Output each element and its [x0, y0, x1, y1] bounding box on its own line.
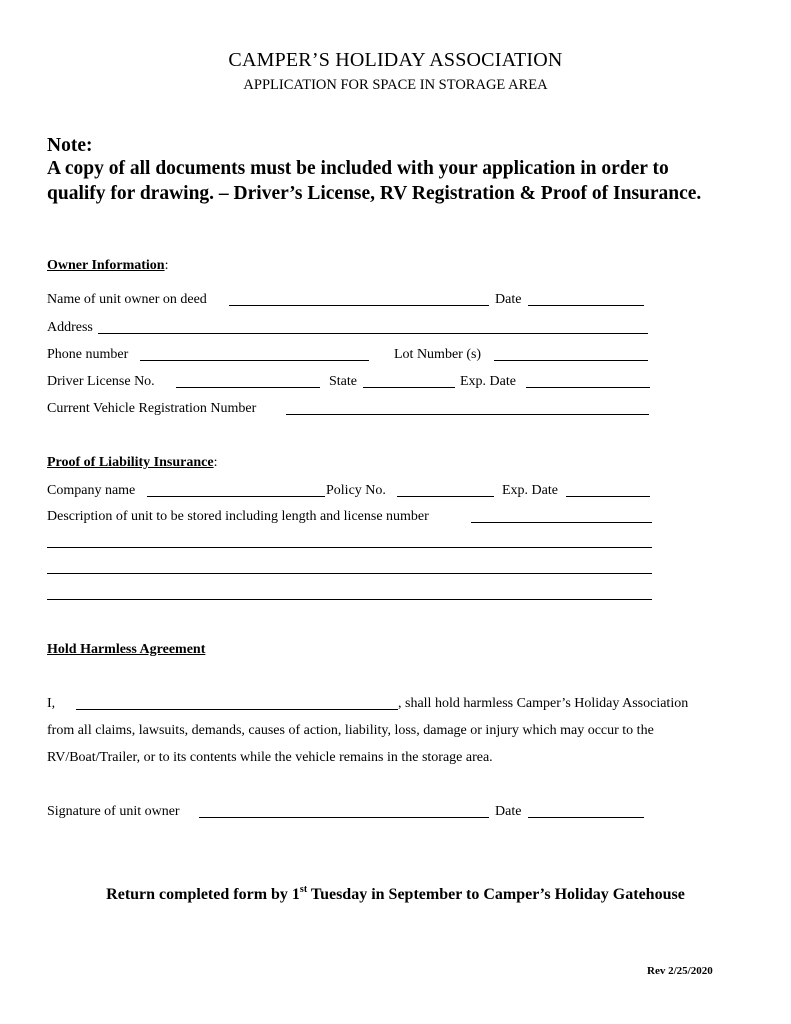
- note-label: Note:: [47, 135, 93, 156]
- lot-number-field[interactable]: [494, 360, 648, 361]
- owner-name-label: Name of unit owner on deed: [47, 292, 207, 307]
- owner-info-heading-text: Owner Information: [47, 258, 165, 273]
- form-subtitle: APPLICATION FOR SPACE IN STORAGE AREA: [243, 77, 548, 93]
- owner-info-heading-colon: :: [164, 258, 169, 273]
- insurance-heading: [47, 455, 217, 471]
- description-line-4[interactable]: [47, 599, 652, 600]
- note-line-1: A copy of all documents must be included with your application in order to: [47, 158, 669, 179]
- hold-harmless-name-field[interactable]: [76, 709, 398, 710]
- company-name-label: Company name: [47, 483, 136, 498]
- hold-harmless-line-1: , shall hold harmless Camper’s Holiday Association: [398, 696, 689, 711]
- lot-number-label: Lot Number (s): [394, 347, 482, 362]
- signature-date-label: Date: [495, 804, 522, 819]
- signature-label: Signature of unit owner: [47, 804, 180, 819]
- phone-field[interactable]: [140, 360, 369, 361]
- address-label: Address: [47, 320, 93, 335]
- return-text-post: Tuesday in September to Camper’s Holiday Gatehouse: [307, 886, 685, 903]
- company-name-field[interactable]: [147, 496, 325, 497]
- state-label: State: [329, 374, 357, 389]
- return-text-pre: Return completed form by 1: [106, 886, 300, 903]
- revision-date: Rev 2/25/2020: [647, 965, 713, 977]
- insurance-heading-text: Proof of Liability Insurance: [47, 455, 214, 470]
- return-text-sup: st: [299, 883, 308, 895]
- hold-harmless-heading: Hold Harmless Agreement: [47, 642, 206, 657]
- registration-label: Current Vehicle Registration Number: [47, 401, 257, 416]
- insurance-heading-colon: :: [213, 455, 218, 470]
- signature-date-field[interactable]: [528, 817, 644, 818]
- hold-harmless-line-2: from all claims, lawsuits, demands, causes of action, liability, loss, damage or injury which may occur to the: [47, 723, 654, 738]
- hold-harmless-prefix: I,: [47, 696, 56, 711]
- return-instructions: [0, 883, 791, 904]
- form-title: CAMPER’S HOLIDAY ASSOCIATION: [228, 49, 563, 71]
- state-field[interactable]: [363, 387, 455, 388]
- description-field[interactable]: [471, 522, 652, 523]
- policy-field[interactable]: [397, 496, 494, 497]
- insurance-exp-label: Exp. Date: [502, 483, 558, 498]
- description-label: Description of unit to be stored including length and license number: [47, 509, 429, 524]
- address-field[interactable]: [98, 333, 648, 334]
- note-line-2: qualify for drawing. – Driver’s License, RV Registration & Proof of Insurance.: [47, 183, 702, 204]
- owner-date-label: Date: [495, 292, 522, 307]
- owner-name-field[interactable]: [229, 305, 489, 306]
- description-line-2[interactable]: [47, 547, 652, 548]
- hold-harmless-line-3: RV/Boat/Trailer, or to its contents while the vehicle remains in the storage area.: [47, 750, 493, 765]
- registration-field[interactable]: [286, 414, 649, 415]
- driver-license-field[interactable]: [176, 387, 320, 388]
- insurance-exp-field[interactable]: [566, 496, 650, 497]
- license-exp-label: Exp. Date: [460, 374, 516, 389]
- driver-license-label: Driver License No.: [47, 374, 155, 389]
- policy-label: Policy No.: [326, 483, 386, 498]
- description-line-3[interactable]: [47, 573, 652, 574]
- license-exp-field[interactable]: [526, 387, 650, 388]
- owner-date-field[interactable]: [528, 305, 644, 306]
- phone-label: Phone number: [47, 347, 129, 362]
- owner-info-heading: [47, 258, 168, 274]
- signature-field[interactable]: [199, 817, 489, 818]
